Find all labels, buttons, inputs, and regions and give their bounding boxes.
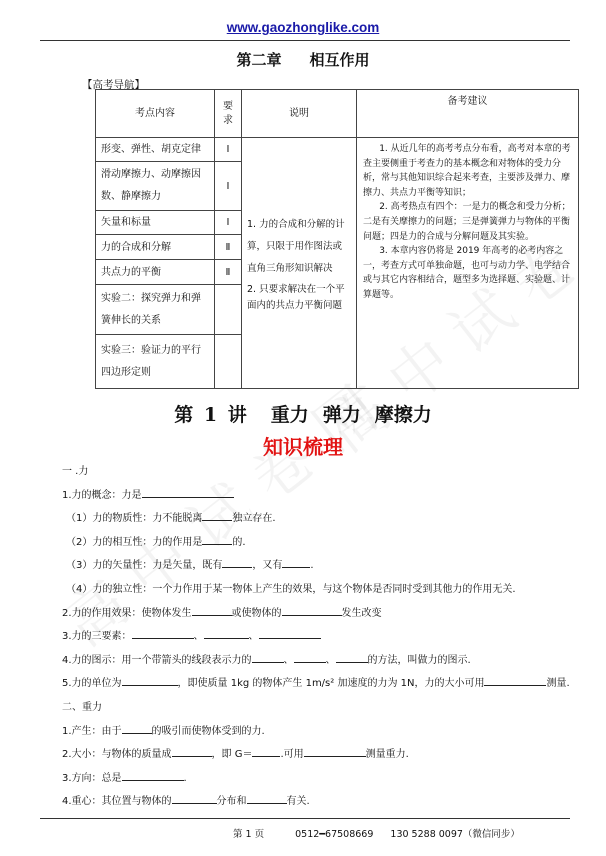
table-cell-point: 实验三：验证力的平行四边形定则 xyxy=(96,335,215,389)
section-title: 知识梳理 xyxy=(263,435,343,459)
list-item: （4）力的独立性：一个力作用于某一物体上产生的效果，与这个物体是否同时受到其他力的作用无关. xyxy=(66,583,516,595)
advice-2: 2. 高考热点有四个：一是力的概念和受力分析；二是有关摩擦力的问题；三是弹簧弹力与物体的平衡问题；四是力的合成与分解问题及其实验。 xyxy=(363,202,571,242)
table-cell-point: 形变、弹性、胡克定律 xyxy=(96,138,215,162)
chapter-title: 第二章 相互作用 xyxy=(236,51,370,69)
footer xyxy=(233,826,534,840)
blank xyxy=(484,676,546,686)
section-heading: 二、重力 xyxy=(62,701,102,713)
advice-1: 1. 从近几年的高考考点分布看，高考对本章的考查主要侧重于考查力的基本概念和对物体的受力分析，常与其他知识综合起来考查，主要涉及弹力、摩擦力、共点力平衡等知识； xyxy=(363,144,571,198)
phone-1: 0512━67508669 xyxy=(295,829,374,840)
list-item: 1.产生：由于 的吸引而使物体受到的力. xyxy=(62,725,265,737)
table-cell-req: Ⅰ xyxy=(215,211,242,235)
blank xyxy=(192,606,232,616)
blank xyxy=(252,653,284,663)
note-1: 1. 力的合成和分解的计算，只限于用作图法或直角三角形知识解决 xyxy=(247,219,345,274)
header-note: 说明 xyxy=(242,90,357,138)
blank xyxy=(172,747,212,757)
list-item: 4.重心：其位置与物体的 分布和 有关. xyxy=(62,796,310,808)
header-req: 要求 xyxy=(215,90,242,138)
note-cell xyxy=(242,138,357,389)
guide-label: 【高考导航】 xyxy=(82,79,145,91)
page-number: 第 1 页 xyxy=(233,829,265,840)
list-item: 1.力的概念：力是 xyxy=(62,484,582,508)
table-cell-point: 实验二：探究弹力和弹簧伸长的关系 xyxy=(96,285,215,335)
table-cell-req: Ⅰ xyxy=(215,138,242,162)
blank xyxy=(259,629,321,639)
table-cell-point: 滑动摩擦力、动摩擦因数、静摩擦力 xyxy=(96,162,215,211)
blank xyxy=(252,747,280,757)
blank xyxy=(202,511,232,521)
advice-3: 3. 本章内容仍将是 2019 年高考的必考内容之一，考查方式可单独命题，也可与动力学、电学结合或与其它内容相结合，题型多为选择题、实验题、计算题等。 xyxy=(363,246,571,300)
blank xyxy=(282,558,310,568)
blank xyxy=(142,488,234,498)
blank xyxy=(122,676,178,686)
blank xyxy=(294,653,326,663)
footer-rule xyxy=(40,818,570,819)
header-advice: 备考建议 xyxy=(357,90,579,138)
list-item: （3）力的矢量性：力是矢量，既有 ，又有 . xyxy=(66,560,314,572)
list-item: 4.力的图示：用一个带箭头的线段表示力的 、 、 的方法，叫做力的图示. xyxy=(62,654,471,666)
table-cell-point: 共点力的平衡 xyxy=(96,260,215,285)
list-item: 5.力的单位为 ，即使质量 1kg 的物体产生 1m/s² 加速度的力为 1N，力的大小可用 测量. xyxy=(62,678,570,690)
blank xyxy=(172,794,217,804)
site-url-link[interactable]: www.gaozhonglike.com xyxy=(226,20,380,35)
list-item: 2.大小：与物体的质量成 ，即 G＝ .可用 测量重力. xyxy=(62,749,409,761)
list-item: （1）力的物质性：力不能脱离 独立存在. xyxy=(66,513,276,525)
table-cell-req: Ⅱ xyxy=(215,260,242,285)
blank xyxy=(204,629,249,639)
blank xyxy=(304,747,366,757)
table-cell-req: Ⅰ xyxy=(215,162,242,211)
blank xyxy=(222,558,252,568)
list-item: 3.力的三要素： 、 、 xyxy=(62,625,582,649)
table-cell-req: Ⅱ xyxy=(215,235,242,260)
list-item: 3.方向：总是 . xyxy=(62,772,187,784)
blank xyxy=(247,794,287,804)
blank xyxy=(122,771,184,781)
header-point: 考点内容 xyxy=(96,90,215,138)
header-rule xyxy=(40,40,570,41)
blank xyxy=(132,629,194,639)
table-cell-point: 力的合成和分解 xyxy=(96,235,215,260)
table-cell-req xyxy=(215,335,242,389)
blank xyxy=(336,653,368,663)
table-cell-point: 矢量和标量 xyxy=(96,211,215,235)
section-heading: 一 .力 xyxy=(62,466,89,477)
exam-guide-table xyxy=(95,89,579,389)
list-item: 2.力的作用效果：使物体发生 或使物体的 发生改变 xyxy=(62,607,382,619)
blank xyxy=(122,724,152,734)
knowledge-body xyxy=(62,460,582,814)
table-cell-req xyxy=(215,285,242,335)
blank xyxy=(202,535,232,545)
note-2: 2. 只要求解决在一个平面内的共点力平衡问题 xyxy=(247,284,345,311)
advice-cell xyxy=(357,138,579,389)
blank xyxy=(282,606,342,616)
lecture-title: 第 1 讲 重力 弹力 摩擦力 xyxy=(174,404,432,426)
list-item: （2）力的相互性：力的作用是 的. xyxy=(66,536,246,548)
phone-2: 130 5288 0097（微信同步） xyxy=(390,829,520,840)
